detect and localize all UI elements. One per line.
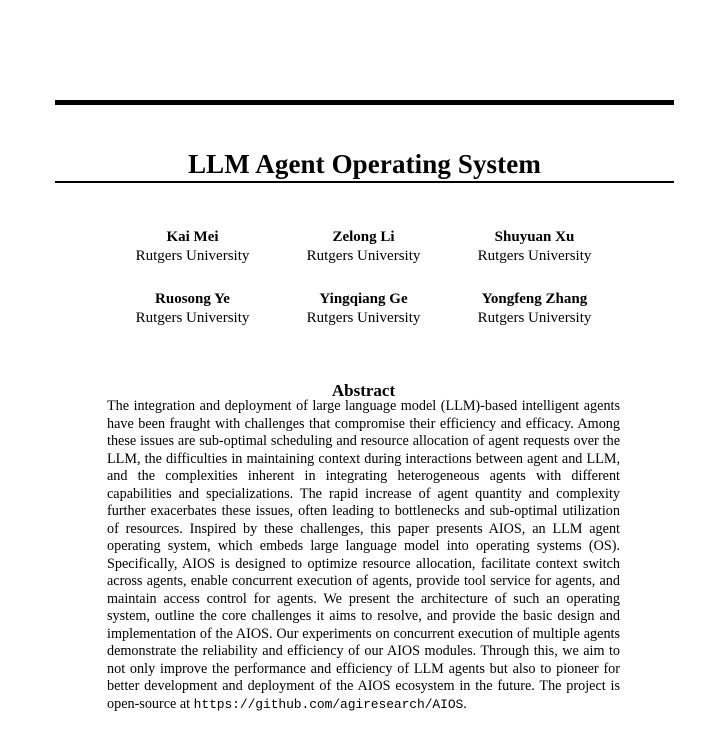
author-row [107,290,620,328]
author-entry [449,290,620,328]
author-name: Yingqiang Ge [319,291,408,307]
author-entry [278,228,449,266]
author-affiliation: Rutgers University [135,248,250,264]
author-affiliation: Rutgers University [477,310,592,326]
header-rule-thin [55,181,674,183]
abstract-body [107,398,620,713]
author-affiliation: Rutgers University [135,310,250,326]
author-row [107,228,620,266]
page-title: LLM Agent Operating System [188,149,541,180]
author-name: Shuyuan Xu [494,229,575,245]
abstract-heading: Abstract [331,381,396,401]
project-url[interactable]: https://github.com/agiresearch/AIOS [193,696,464,712]
author-affiliation: Rutgers University [306,310,421,326]
author-entry [278,290,449,328]
author-affiliation: Rutgers University [477,248,592,264]
author-affiliation: Rutgers University [306,248,421,264]
abstract-text: The integration and deployment of large language model (LLM)-based intelligent agents have been fraught with challenges that compromise their efficiency and efficacy. Among these issues are sub-optimal scheduling and resource allocation of agent requests over the LLM, the difficulties in maintaining context during interactions between agent and LLM, and the complexities inherent in integrating heterogeneous agents with different capabilities and specializations. The rapid increase of agent quantity and complexity further exacerbates these issues, often leading to bottlenecks and sub-optimal utilization of resources. Inspired by these challenges, this paper presents AIOS, an LLM agent operating system, which embeds large language model into operating systems (OS). Specifically, AIOS is designed to optimize resource allocation, facilitate context switch across agents, enable concurrent execution of agents, provide tool service for agents, and maintain access control for agents. We present the architecture of such an operating system, outline the core challenges it aims to resolve, and provide the basic design and implementation of the AIOS. Our experiments on concurrent execution of multiple agents demonstrate the reliability and efficiency of our AIOS modules. Through this, we aim to not only improve the performance and efficiency of LLM agents but also to pioneer for better development and deployment of the AIOS ecosystem in the future. The project is open-source at [107,398,620,712]
author-entry [107,290,278,328]
author-name: Kai Mei [166,229,219,245]
author-name: Yongfeng Zhang [481,291,588,307]
author-block [107,228,620,328]
author-name: Ruosong Ye [155,291,230,307]
author-entry [107,228,278,266]
header-rule-thick [55,100,674,105]
abstract-text-tail: . [463,695,467,712]
author-entry [449,228,620,266]
author-name: Zelong Li [332,229,395,245]
